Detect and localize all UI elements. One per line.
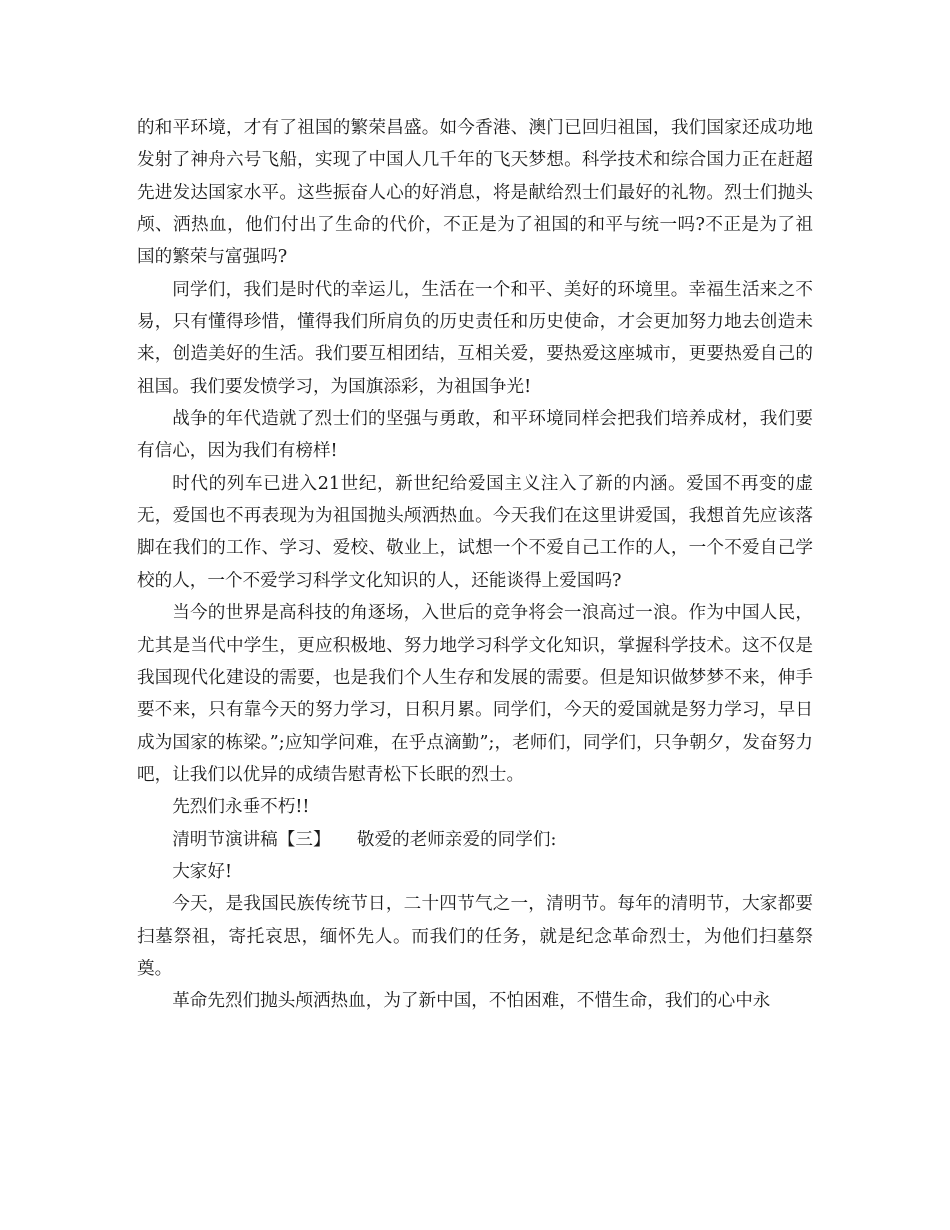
section-heading: 清明节演讲稿【三】 敬爱的老师亲爱的同学们: xyxy=(172,829,557,850)
paragraph-10: 革命先烈们抛头颅洒热血，为了新中国，不怕困难，不惜生命，我们的心中永 xyxy=(172,991,771,1012)
paragraph-3: 战争的年代造就了烈士们的坚强与勇敢，和平环境同样会把我们培养成材，我们要有信心，因为我们有榜样! xyxy=(137,409,813,462)
paragraph-5: 当今的世界是高科技的角逐场，入世后的竞争将会一浪高过一浪。作为中国人民，尤其是当代中学生，更应积极地、努力地学习科学文化知识，掌握科学技术。这不仅是我国现代化建设的需要，也是我们个人生存和发展的需要。但是知识做梦梦不来，伸手要不来，只有靠今天的努力学习，日积月累。同学们，今天的爱国就是努力学习，早日成为国家的栋梁。”;应知学问难，在乎点滴勤”;，老师们，同学们，只争朝夕，发奋努力吧，让我们以优异的成绩告慰青松下长眠的烈士。 xyxy=(137,603,813,785)
greeting: 大家好! xyxy=(172,861,233,882)
paragraph-2: 同学们，我们是时代的幸运儿，生活在一个和平、美好的环境里。幸福生活来之不易，只有懂得珍惜，懂得我们所肩负的历史责任和历史使命，才会更加努力地去创造未来，创造美好的生活。我们要互相团结，互相关爱，要热爱这座城市，更要热爱自己的祖国。我们要发愤学习，为国旗添彩，为祖国争光! xyxy=(137,279,813,397)
paragraph-6: 先烈们永垂不朽!! xyxy=(172,797,310,818)
document-body xyxy=(137,112,813,1018)
paragraph-4: 时代的列车已进入21世纪，新世纪给爱国主义注入了新的内涵。爱国不再变的虚无，爱国也不再表现为为祖国抛头颅洒热血。今天我们在这里讲爱国，我想首先应该落脚在我们的工作、学习、爱校、敬业上，试想一个不爱自己工作的人，一个不爱自己学校的人，一个不爱学习科学文化知识的人，还能谈得上爱国吗? xyxy=(137,473,813,591)
paragraph-1: 的和平环境，才有了祖国的繁荣昌盛。如今香港、澳门已回归祖国，我们国家还成功地发射了神舟六号飞船，实现了中国人几千年的飞天梦想。科学技术和综合国力正在赶超先进发达国家水平。这些振奋人心的好消息，将是献给烈士们最好的礼物。烈士们抛头颅、洒热血，他们付出了生命的代价，不正是为了祖国的和平与统一吗?不正是为了祖国的繁荣与富强吗? xyxy=(137,118,813,268)
paragraph-9: 今天，是我国民族传统节日，二十四节气之一，清明节。每年的清明节，大家都要扫墓祭祖，寄托哀思，缅怀先人。而我们的任务，就是纪念革命烈士，为他们扫墓祭奠。 xyxy=(137,894,813,979)
